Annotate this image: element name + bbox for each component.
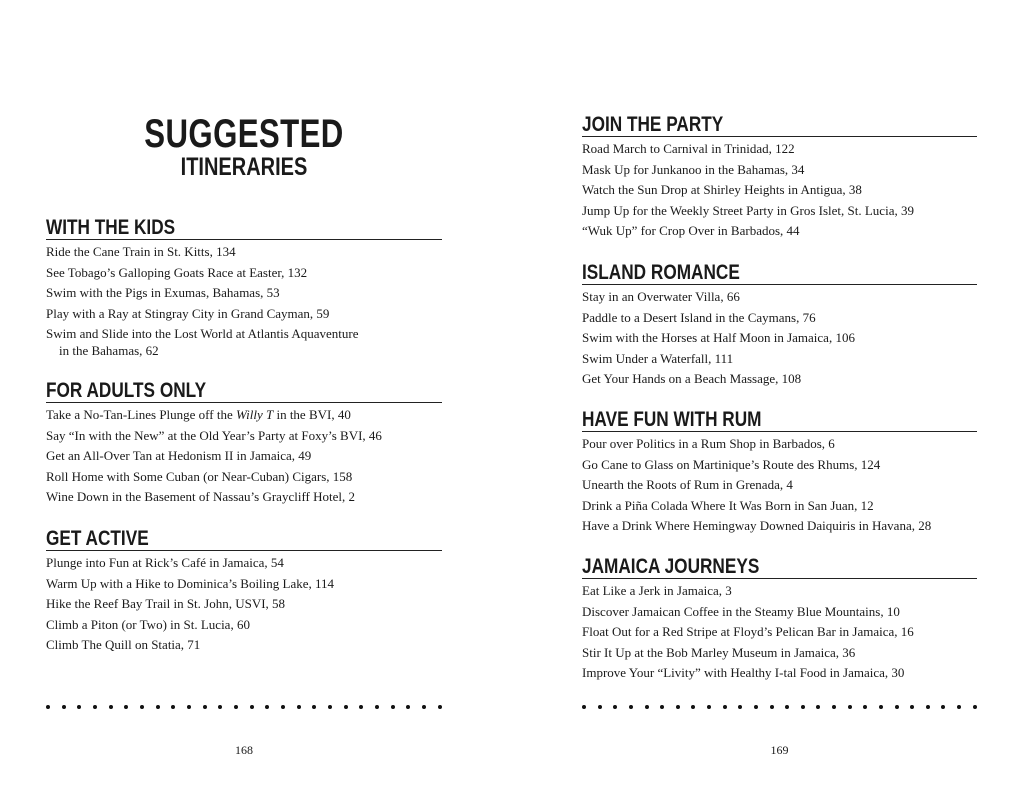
list-item: Hike the Reef Bay Trail in St. John, USVI, 58 [46, 596, 286, 612]
entry-list [582, 434, 977, 537]
list-item: Drink a Piña Colada Where It Was Born in San Juan, 12 [582, 497, 874, 513]
title-sub: ITINERARIES [180, 153, 308, 181]
divider-dot [863, 705, 867, 709]
list-item: Stay in an Overwater Villa, 66 [582, 289, 740, 304]
section-rule [46, 239, 442, 240]
entry-list [582, 287, 977, 390]
list-item: Ride the Cane Train in St. Kitts, 134 [46, 244, 236, 259]
list-item-text: Take a No-Tan-Lines Plunge off the [46, 407, 236, 422]
list-item-italic: Willy T [236, 407, 274, 422]
divider-dot [941, 705, 945, 709]
section-heading: JOIN THE PARTY [582, 113, 724, 136]
list-item: Unearth the Roots of Rum in Grenada, 4 [582, 477, 793, 493]
divider-dot [422, 705, 426, 709]
page-number: 169 [770, 743, 789, 757]
divider-dot [801, 705, 805, 709]
divider-dot [660, 705, 664, 709]
left-page [46, 0, 442, 791]
section-rule [582, 431, 977, 432]
list-item: Watch the Sun Drop at Shirley Heights in Antigua, 38 [582, 182, 862, 198]
divider-dot [754, 705, 758, 709]
divider-dot [187, 705, 191, 709]
list-item: Discover Jamaican Coffee in the Steamy Blue Mountains, 10 [582, 603, 900, 619]
list-item: Swim with the Pigs in Exumas, Bahamas, 53 [46, 285, 280, 301]
list-item: Go Cane to Glass on Martinique’s Route des Rhums, 124 [582, 456, 881, 472]
section-heading: WITH THE KIDS [46, 216, 176, 239]
divider-dot [832, 705, 836, 709]
list-item: Swim with the Horses at Half Moon in Jamaica, 106 [582, 330, 855, 346]
section-heading: JAMAICA JOURNEYS [582, 555, 760, 578]
list-item: Get Your Hands on a Beach Massage, 108 [582, 371, 802, 387]
list-item: Climb The Quill on Statia, 71 [46, 637, 201, 653]
divider-dot [344, 705, 348, 709]
divider-dot [234, 705, 238, 709]
list-item: Climb a Piton (or Two) in St. Lucia, 60 [46, 616, 250, 632]
list-item: Stir It Up at the Bob Marley Museum in Jamaica, 36 [582, 644, 856, 660]
entry-list [46, 405, 442, 508]
section-for-adults-only [46, 379, 442, 508]
list-item: Float Out for a Red Stripe at Floyd’s Pelican Bar in Jamaica, 16 [582, 624, 914, 640]
divider-dot [910, 705, 914, 709]
section-rule [46, 402, 442, 403]
list-item: Eat Like a Jerk in Jamaica, 3 [582, 583, 732, 598]
divider-dot [328, 705, 332, 709]
dot-divider [46, 703, 442, 711]
entry-list [582, 139, 977, 242]
divider-dot [785, 705, 789, 709]
divider-dot [93, 705, 97, 709]
section-island-romance [582, 261, 977, 390]
section-with-the-kids [46, 216, 442, 359]
section-rule [46, 550, 442, 551]
list-item: Get an All-Over Tan at Hedonism II in Jamaica, 49 [46, 448, 312, 464]
divider-dot [406, 705, 410, 709]
entry-list [46, 242, 442, 359]
list-item: Mask Up for Junkanoo in the Bahamas, 34 [582, 161, 805, 177]
divider-dot [77, 705, 81, 709]
divider-dot [707, 705, 711, 709]
divider-dot [281, 705, 285, 709]
divider-dot [140, 705, 144, 709]
divider-dot [691, 705, 695, 709]
list-item: Plunge into Fun at Rick’s Café in Jamaica, 54 [46, 555, 284, 570]
divider-dot [816, 705, 820, 709]
list-item: Swim Under a Waterfall, 111 [582, 350, 734, 366]
list-item [46, 405, 442, 426]
divider-dot [375, 705, 379, 709]
list-item: Improve Your “Livity” with Healthy I-tal Food in Jamaica, 30 [582, 665, 905, 681]
section-rule [582, 136, 977, 137]
divider-dot [218, 705, 222, 709]
title-main: SUGGESTED [144, 112, 344, 156]
list-item: “Wuk Up” for Crop Over in Barbados, 44 [582, 223, 800, 239]
divider-dot [738, 705, 742, 709]
divider-dot [62, 705, 66, 709]
divider-dot [391, 705, 395, 709]
page-number: 168 [235, 743, 253, 757]
entry-list [582, 581, 977, 684]
section-jamaica-journeys [582, 555, 977, 684]
section-heading: GET ACTIVE [46, 527, 149, 550]
divider-dot [973, 705, 977, 709]
divider-dot [250, 705, 254, 709]
dot-divider [582, 703, 977, 711]
divider-dot [613, 705, 617, 709]
list-item: Pour over Politics in a Rum Shop in Barbados, 6 [582, 436, 835, 451]
divider-dot [723, 705, 727, 709]
divider-dot [46, 705, 50, 709]
list-item: Road March to Carnival in Trinidad, 122 [582, 141, 795, 156]
list-item: Roll Home with Some Cuban (or Near-Cuban) Cigars, 158 [46, 468, 353, 484]
list-item: Warm Up with a Hike to Dominica’s Boiling Lake, 114 [46, 575, 335, 591]
divider-dot [895, 705, 899, 709]
section-join-the-party [582, 113, 977, 242]
list-item: Jump Up for the Weekly Street Party in Gros Islet, St. Lucia, 39 [582, 202, 914, 218]
list-item: Say “In with the New” at the Old Year’s Party at Foxy’s BVI, 46 [46, 427, 382, 443]
list-item: See Tobago’s Galloping Goats Race at Easter, 132 [46, 264, 308, 280]
divider-dot [359, 705, 363, 709]
section-heading: ISLAND ROMANCE [582, 261, 740, 284]
divider-dot [109, 705, 113, 709]
list-item-line: Swim and Slide into the Lost World at Atlantis Aquaventure [46, 326, 359, 342]
divider-dot [297, 705, 301, 709]
section-heading: FOR ADULTS ONLY [46, 379, 207, 402]
list-item: Paddle to a Desert Island in the Caymans, 76 [582, 309, 816, 325]
divider-dot [848, 705, 852, 709]
list-item [46, 324, 442, 359]
divider-dot [926, 705, 930, 709]
divider-dot [438, 705, 442, 709]
divider-dot [265, 705, 269, 709]
divider-dot [598, 705, 602, 709]
section-have-fun-with-rum [582, 408, 977, 537]
list-item: Have a Drink Where Hemingway Downed Daiquiris in Havana, 28 [582, 518, 932, 534]
divider-dot [879, 705, 883, 709]
divider-dot [312, 705, 316, 709]
entry-list [46, 553, 442, 656]
right-page [582, 0, 977, 791]
list-item: Play with a Ray at Stingray City in Grand Cayman, 59 [46, 305, 330, 321]
divider-dot [124, 705, 128, 709]
divider-dot [156, 705, 160, 709]
divider-dot [582, 705, 586, 709]
divider-dot [171, 705, 175, 709]
section-rule [582, 284, 977, 285]
list-item: Wine Down in the Basement of Nassau’s Graycliff Hotel, 2 [46, 489, 355, 505]
divider-dot [770, 705, 774, 709]
section-rule [582, 578, 977, 579]
divider-dot [629, 705, 633, 709]
list-item-continuation: in the Bahamas, 62 [59, 342, 159, 358]
divider-dot [645, 705, 649, 709]
section-get-active [46, 527, 442, 656]
divider-dot [203, 705, 207, 709]
list-item-text: in the BVI, 40 [273, 407, 351, 422]
divider-dot [957, 705, 961, 709]
section-heading: HAVE FUN WITH RUM [582, 408, 762, 431]
divider-dot [676, 705, 680, 709]
